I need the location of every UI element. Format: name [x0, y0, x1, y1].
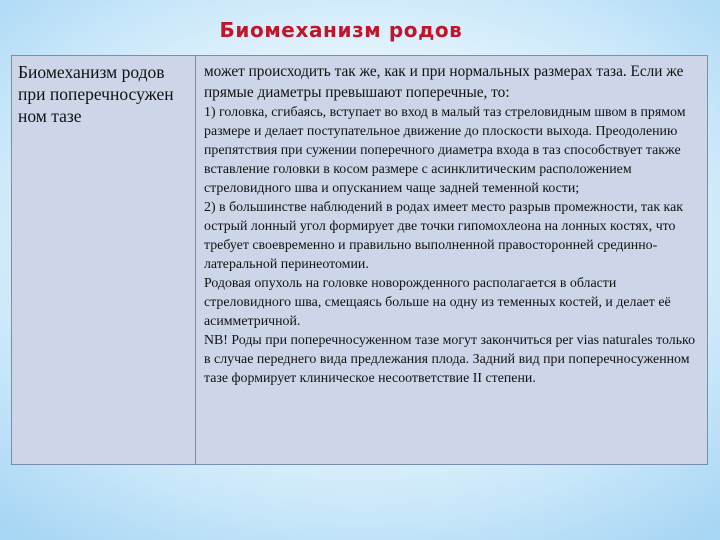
list-item-2: 2) в большинстве наблюдений в родах имеет место разрыв промежности, так как острый лонный угол формирует две точки гипомохлеона на лонных костях, что требует своевременно и правильно выполненной правосторонней срединно-латеральной перинеотомии. — [204, 200, 683, 272]
list-item-1: 1) головка, сгибаясь, вступает во вход в малый таз стреловидным швом в прямом размере и делает поступательное движение до плоскости выхода. Преодолению препятствия при сужении поперечного диаметра входа в таз способствует также вставление головки в косом размере с асинклитическим расположением стреловидного шва и опусканием чаще задней теменной кости; — [204, 105, 686, 196]
table-cell-description — [196, 56, 707, 464]
table-cell-topic: Биомеханизм родов при поперечносужен ном тазе — [12, 56, 196, 464]
content-table — [11, 55, 708, 465]
paragraph-birth-tumor: Родовая опухоль на головке новорожденного располагается в области стреловидного шва, смещаясь больше на одну из теменных костей, и делает её асимметричной. — [204, 276, 671, 329]
slide-title: Биомеханизм родов — [219, 18, 463, 42]
nb-note: NB! Роды при поперечносуженном тазе могут закончиться per vias naturales только в случае переднего вида предлежания плода. Задний вид при поперечносуженном тазе формирует клиническое несоответствие II степени. — [204, 333, 696, 386]
lead-text: может происходить так же, как и при нормальных размерах таза. Если же прямые диаметры превышают поперечные, то: — [204, 63, 684, 101]
